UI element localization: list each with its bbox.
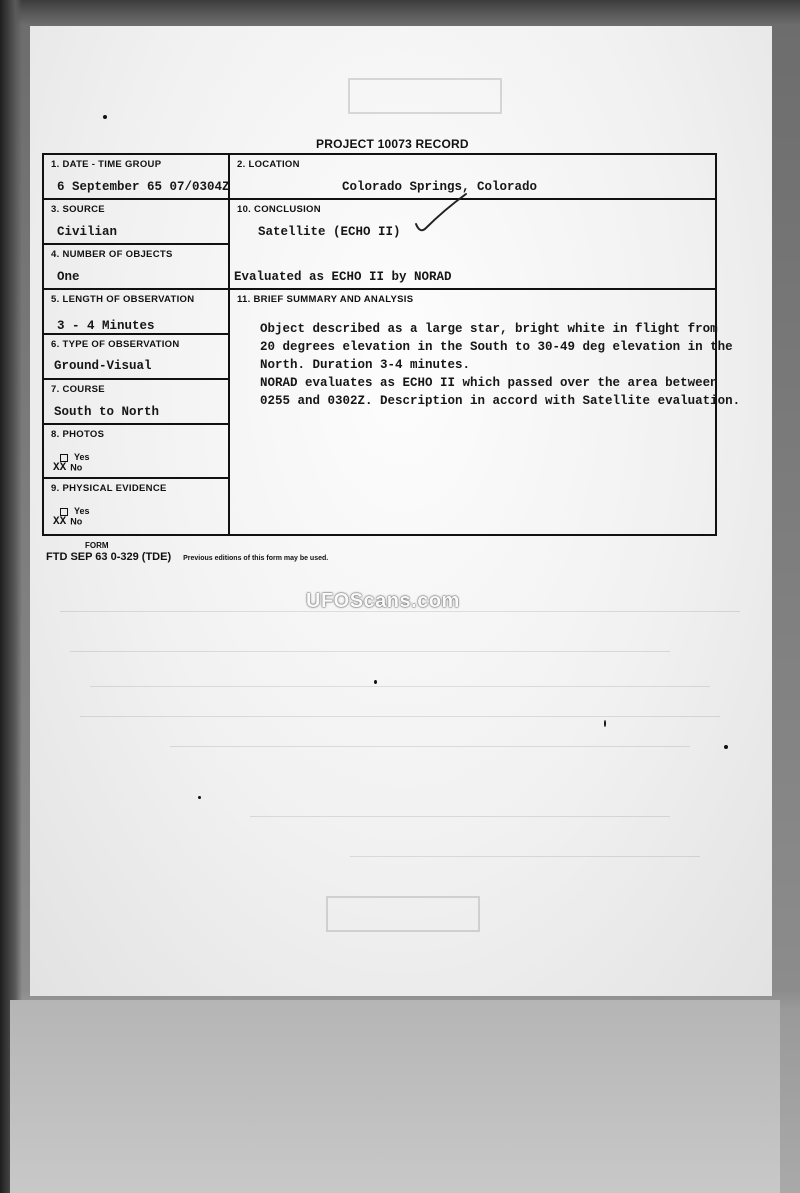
length-cell (44, 290, 229, 334)
photos-no-option (53, 462, 82, 474)
checkbox-empty-icon (60, 454, 68, 462)
course-cell (44, 380, 229, 424)
conclusion-label: 10. CONCLUSION (237, 204, 321, 215)
record-form (42, 153, 741, 536)
summary-line: North. Duration 3-4 minutes. (260, 358, 471, 372)
conclusion-cell (230, 200, 715, 288)
photos-no-label: No (70, 462, 83, 473)
type-value: Ground-Visual (54, 359, 152, 373)
photos-yes-label: Yes (74, 452, 90, 462)
course-value: South to North (54, 405, 160, 419)
speck (604, 720, 606, 727)
lower-sheet (10, 1000, 780, 1193)
location-value: Colorado Springs, Colorado (342, 180, 538, 194)
watermark: UFOScans.com (306, 590, 460, 612)
speck (374, 680, 377, 684)
handwritten-check-icon (410, 190, 470, 240)
source-value: Civilian (57, 225, 118, 239)
source-label: 3. SOURCE (51, 204, 105, 215)
evidence-yes-option (60, 506, 90, 516)
photos-cell (44, 425, 229, 478)
bleed-through-stamp (348, 78, 502, 114)
photos-label: 8. PHOTOS (51, 429, 105, 440)
evidence-no-option (53, 516, 82, 528)
length-label: 5. LENGTH OF OBSERVATION (51, 294, 195, 305)
evidence-cell (44, 479, 229, 534)
objects-cell (44, 245, 229, 289)
form-title: PROJECT 10073 RECORD (316, 137, 469, 151)
location-cell (230, 155, 715, 199)
footer-form-id (46, 551, 328, 563)
date-value: 6 September 65 07/0304Z (57, 180, 230, 194)
objects-label: 4. NUMBER OF OBJECTS (51, 249, 173, 260)
conclusion-value: Satellite (ECHO II) (258, 225, 401, 239)
date-label: 1. DATE - TIME GROUP (51, 159, 162, 170)
summary-line: NORAD evaluates as ECHO II which passed over the area between (260, 376, 718, 390)
length-value: 3 - 4 Minutes (57, 319, 155, 333)
type-label: 6. TYPE OF OBSERVATION (51, 339, 180, 350)
objects-value: One (57, 270, 80, 284)
date-cell (44, 155, 229, 199)
speck (103, 115, 107, 119)
evaluated-note: Evaluated as ECHO II by NORAD (234, 270, 452, 284)
summary-line: Object described as a large star, bright white in flight from (260, 322, 718, 336)
footer-form-word: FORM (85, 541, 109, 550)
summary-text (260, 320, 760, 410)
summary-label: 11. BRIEF SUMMARY AND ANALYSIS (237, 294, 414, 305)
summary-cell (230, 290, 741, 534)
type-cell (44, 335, 229, 379)
photos-no-mark: XX (53, 462, 67, 474)
bleed-through-stamp-lower (326, 896, 480, 932)
source-cell (44, 200, 229, 244)
evidence-yes-label: Yes (74, 506, 90, 516)
speck (198, 796, 201, 799)
summary-line: 20 degrees elevation in the South to 30-49 deg elevation in the (260, 340, 733, 354)
evidence-no-mark: XX (53, 516, 67, 528)
evidence-label: 9. PHYSICAL EVIDENCE (51, 483, 167, 494)
speck (724, 745, 728, 749)
previous-editions-note: Previous editions of this form may be used. (183, 555, 329, 562)
summary-line: 0255 and 0302Z. Description in accord with Satellite evaluation. (260, 394, 741, 408)
evidence-no-label: No (70, 516, 83, 527)
photos-yes-option (60, 452, 90, 462)
form-number: FTD SEP 63 0-329 (TDE) (46, 551, 172, 563)
location-label: 2. LOCATION (237, 159, 300, 170)
course-label: 7. COURSE (51, 384, 105, 395)
checkbox-empty-icon (60, 508, 68, 516)
